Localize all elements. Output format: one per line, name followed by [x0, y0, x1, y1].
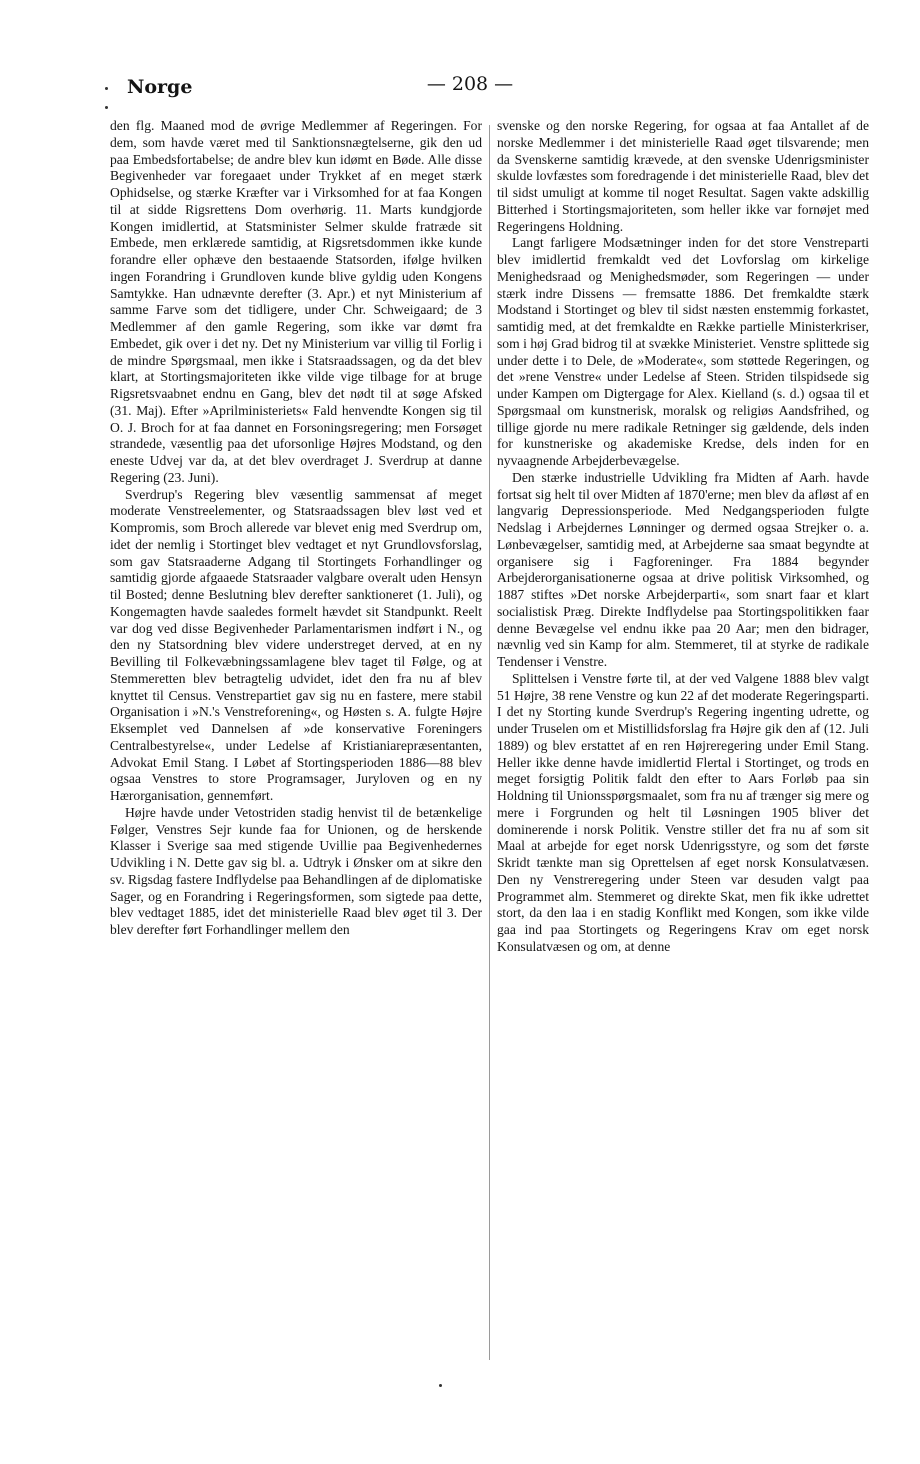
scan-speck — [105, 87, 108, 90]
scan-speck — [439, 1384, 442, 1387]
scan-speck — [105, 106, 108, 109]
running-head-title: Norge — [127, 76, 193, 98]
paragraph: Højre havde under Vetostriden stadig henvist til de betænkelige Følger, Venstres Sejr kunde faa for Unionen, og de herskende Klasser i Sverige saa med stigende Uvillie paa Begivenhedernes Udvikling i N. Dette gav sig bl. a. Udtryk i Ønsker om at sikre den sv. Rigsdag fastere Indflydelse paa Behandlingen af de diplomatiske Sager, og en Forandring i Regeringsformen, som sigtede paa dette, blev vedtaget 1885, idet det ministerielle Raad blev øget til 3. Der blev derefter ført Forhandlinger mellem den — [110, 804, 482, 937]
right-column — [497, 118, 869, 956]
paragraph: Langt farligere Modsætninger inden for det store Venstreparti blev imidlertid fremkaldt ved det Lovforslag om kirkelige Menighedsraad og Menighedsmøder, som Regeringen — under stærk indre Dissens — fremsatte 1886. Det fremkaldte stærk Modstand i Stortinget og blev til sidst næsten enstemmig forkastet, samtidig med, at det fremkaldte en Række partielle Ministerkriser, som i høj Grad bidrog til at svække Ministeriet. Venstre splittede sig under dette i to Dele, de »Moderate«, som støttede Regeringen, og det »rene Venstre« under Ledelse af Steen. Striden tilspidsede sig under Kampen om Digtergage for Alex. Kielland (s. d.) ogsaa til et Spørgsmaal om kunstnerisk, moralsk og religiøs Aandsfrihed, og tillige gjorde nu mere radikale Retninger sig gældende, dels inden for kunstneriske og akademiske Kredse, dels inden for en nyvaagnende Arbejderbevægelse. — [497, 235, 869, 468]
paragraph: den flg. Maaned mod de øvrige Medlemmer af Regeringen. For dem, som havde været med til Sanktionsnægtelserne, gik den ud paa Embedsfortabelse; de andre blev kun idømt en Bøde. Alle disse Begivenheder var foregaaet under Trykket af en meget stærk Ophidselse, og stærke Kræfter var i Virksomhed for at faa Kongen til at sidde Rigsrettens Dom overhørig. 11. Marts kundgjorde Kongen imidlertid, at Statsminister Selmer skulde fratræde sit Embede, men erklærede samtidig, at Rigsretsdommen ikke kunde forandre eller ophæve den bestaaende Statsorden, ifølge hvilken ingen Forandring i Grundloven kunde blive gyldig uden Kongens Samtykke. Han udnævnte derefter (3. Apr.) et nyt Ministerium af samme Farve som det tidligere, under Chr. Schweigaard; de 3 Medlemmer af den gamle Regering, som ikke var dømt fra Embedet, gik over i det ny. Det ny Ministerium var villig til Forlig i de mindre Spørgsmaal, men ikke i Statsraadssagen, og da det blev klart, at Stortingsmajoriteten ikke vilde vige tilbage for at bruge Rigsretsvaabnet endnu en Gang, blev det nødt til at søge Afsked (31. Maj). Efter »Aprilministeriets« Fald henvendte Kongen sig til O. J. Broch for at faa dannet en Forsoningsregering; men Forsøget strandede, væsentlig paa det uforsonlige Højres Modstand, og den eneste Udvej var da, at det blev overdraget J. Sverdrup at danne Regering (23. Juni). — [110, 118, 482, 485]
page-number: — 208 — — [426, 73, 514, 95]
paragraph: Den stærke industrielle Udvikling fra Midten af Aarh. havde fortsat sig helt til over Midten af 1870'erne; men blev da afløst af en langvarig Depressionsperiode. Med Nedgangsperioden fulgte Nedslag i Arbejdernes Lønninger og dermed ogsaa Strejker o. a. Lønbevægelser, samtidig med, at Arbejderne saa smaat begyndte at organisere sig i Fagforeninger. Fra 1884 begynder Arbejderorganisationerne ogsaa at drive politisk Virksomhed, og 1887 stiftes »Det norske Arbejderparti«, som snart faar et klart socialistisk Præg. Direkte Indflydelse paa Stortingspolitikken faar denne Bevægelse vel endnu ikke paa 20 Aar; men den bidrager, nævnlig ved sin Kamp for alm. Stemmeret, til at styrke de radikale Tendenser i Venstre. — [497, 469, 869, 669]
left-column — [110, 118, 482, 939]
paragraph: Sverdrup's Regering blev væsentlig sammensat af meget moderate Venstreelementer, og Statsraadssagen blev løst ved et Kompromis, som Broch allerede var blevet enig med Sverdrup om, idet der nemlig i Stortinget blev vedtaget et nyt Grundlovsforslag, som gav Statsraaderne Adgang til Stortingets Forhandlinger og samtidig gjorde afgaaede Statsraader valgbare overalt uden Hensyn til Bosted; denne Beslutning blev derefter sanktioneret (1. Juli), og Kongemagten havde saaledes formelt hævdet sit Standpunkt. Reelt var dog ved disse Begivenheder Parlamentarismen indført i N., og den ny Statsordning blev videre understreget derved, at en ny Bevilling til Folkevæbningssamlagene blev taget til Følge, og at Stemmeretten blev betragtelig udvidet, idet den fra nu af blev knyttet til Census. Venstrepartiet gav sig nu en fastere, mere stabil Organisation i »N.'s Venstreforening«, og Høsten s. A. fulgte Højre Eksemplet ved Dannelsen af »de konservative Foreningers Centralbestyrelse«, under Ledelse af Kristianiarepræsentanten, Advokat Emil Stang. I Løbet af Stortingsperioden 1886—88 blev ogsaa Venstres to store Programsager, Juryloven og en ny Hærorganisation, gennemført. — [110, 486, 482, 803]
paragraph: Splittelsen i Venstre førte til, at der ved Valgene 1888 blev valgt 51 Højre, 38 rene Venstre og kun 22 af det moderate Regeringsparti. I det ny Storting kunde Sverdrup's Regering ingenting udrette, og under Truselen om et Mistillidsforslag fra Højre gik den af (12. Juli 1889) og blev erstattet af en ren Højreregering under Emil Stang. Heller ikke denne havde imidlertid Flertal i Stortinget, og trods en meget forsigtig Politik faldt den efter to Aars Forløb paa sin Holdning til Unionsspørgsmaalet, som fra nu af trænger sig mere og mere i Forgrunden og helt til Løsningen 1905 bliver det dominerende i norsk Politik. Venstre stiller det fra nu af som sit Maal at arbejde for eget norsk Udenrigsstyre, og som det første Skridt tænkte man sig Oprettelsen af eget norsk Konsulatvæsen. Den ny Venstreregering under Steen var desuden valgt paa Programmet alm. Stemmeret og direkte Skat, men fik ikke udrettet stort, da den laa i en stadig Konflikt med Kongen, som ikke vilde gaa ind paa Stortingets og Regeringens Krav om eget norsk Konsulatvæsen og om, at denne — [497, 670, 869, 954]
paragraph: svenske og den norske Regering, for ogsaa at faa Antallet af de norske Medlemmer i det ministerielle Raad øget tilsvarende; men da Svenskerne samtidig krævede, at den svenske Udenrigsminister skulde lovfæstes som foredragende i det ministerielle Raad, blev det til sidst umuligt at komme til noget Resultat. Sagen vakte adskillig Bitterhed i Stortingsmajoriteten, som heller ikke var fornøjet med Regeringens Holdning. — [497, 118, 869, 234]
column-divider — [489, 125, 490, 1360]
